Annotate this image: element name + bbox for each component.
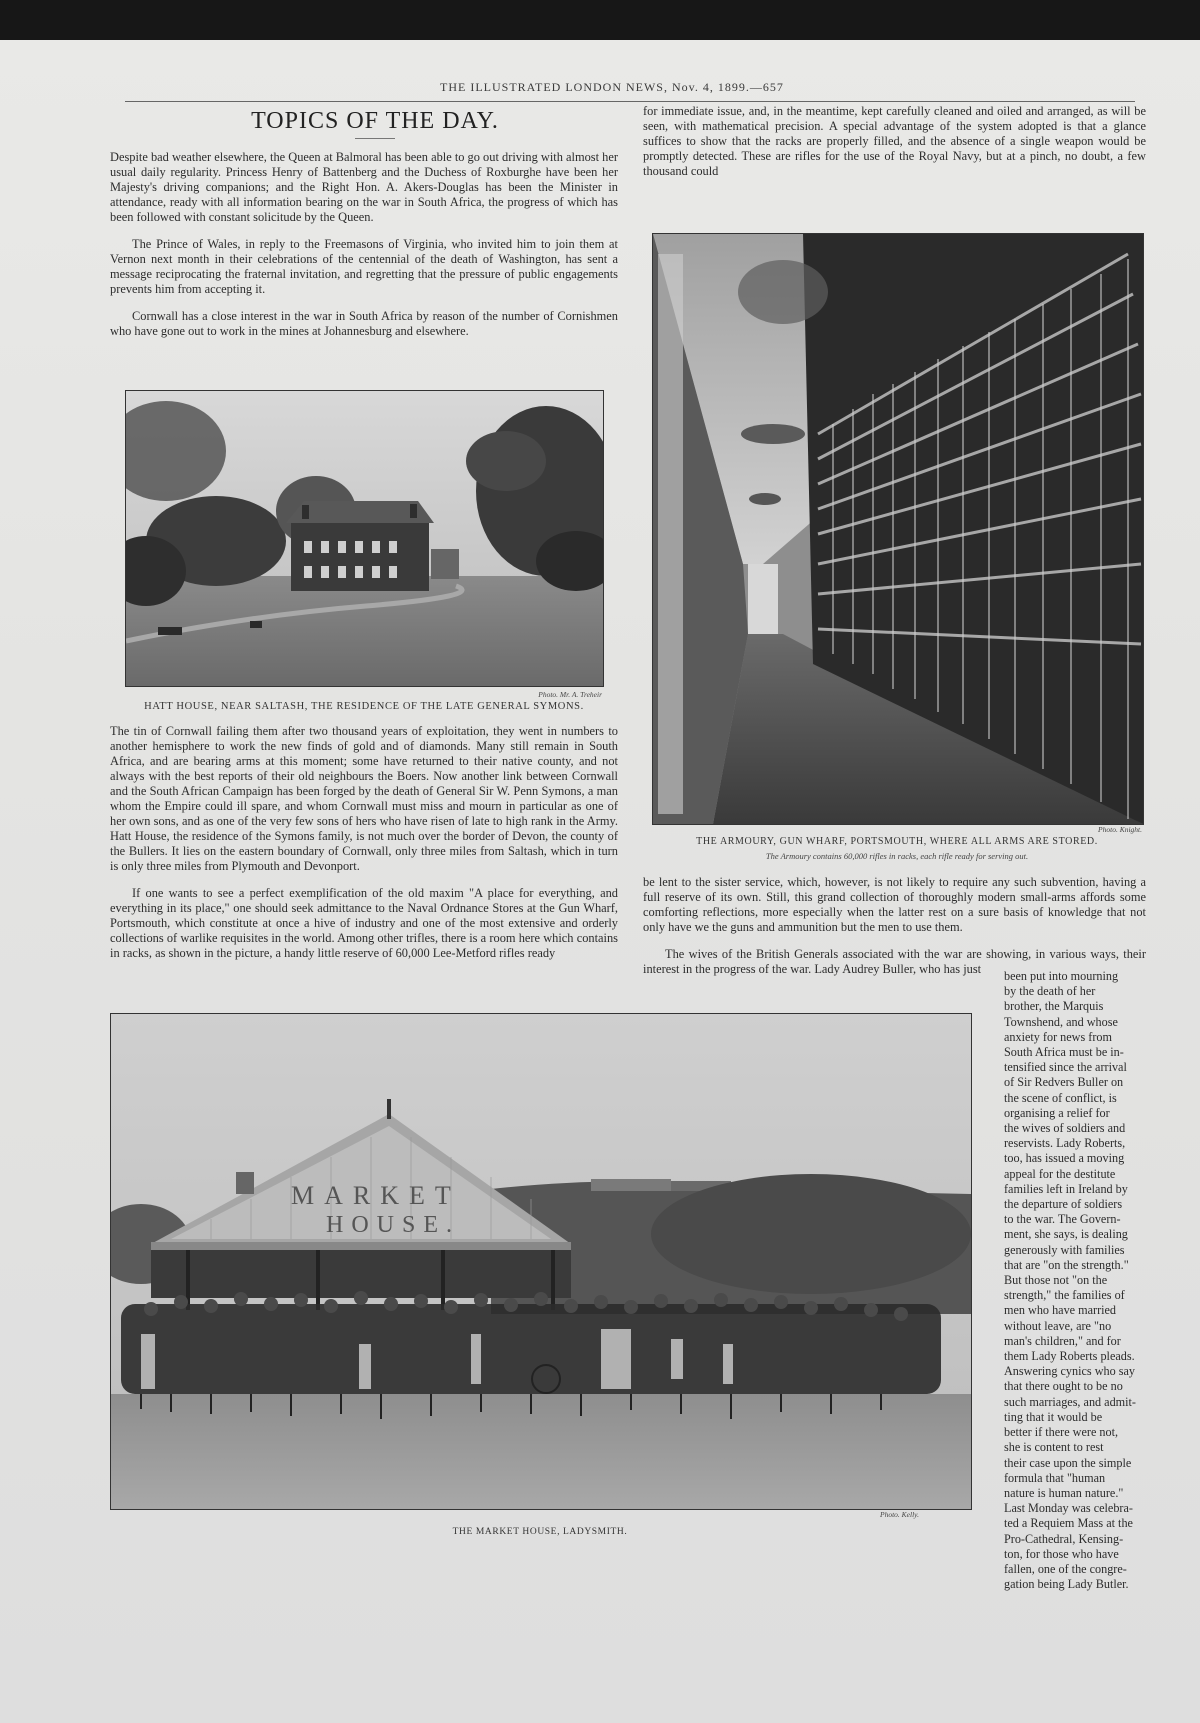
paragraph-immediate-issue: for immediate issue, and, in the meantime, kept carefully cleaned and oiled and arranged, as will be seen, with mathematical precision. A special advantage of the system adopted is that a glance suffices to show that the racks are properly filled, and the absence of a single weapon would be promptly detected. These are rifles for the use of the Royal Navy, but at a pinch, no doubt, a few thousand could bbox=[643, 104, 1146, 178]
paragraph-sister-service: be lent to the sister service, which, however, is not likely to require any such subvention, having a full reserve of its own. Still, this grand collection of thoroughly modern small-arms affords some comforting reflections, more especially when the latter rest on a sure basis of knowledge that not only have we the guns and ammunition but the men to use them. bbox=[643, 875, 1146, 934]
narrow-line: by the death of her bbox=[1004, 984, 1096, 999]
narrow-line: that are "on the strength." bbox=[1004, 1257, 1129, 1272]
armoury-credit: Photo. Knight. bbox=[1098, 825, 1142, 834]
narrow-line: gation being Lady Butler. bbox=[1004, 1577, 1129, 1592]
narrow-line: tensified since the arrival bbox=[1004, 1060, 1127, 1075]
narrow-line: the departure of soldiers bbox=[1004, 1197, 1123, 1212]
narrow-line: to the war. The Govern- bbox=[1004, 1212, 1121, 1227]
hatt-house-credit: Photo. Mr. A. Treheir bbox=[538, 690, 602, 699]
paragraph-queen: Despite bad weather elsewhere, the Queen at Balmoral has been able to go out driving with almost her usual daily regularity. Princess Henry of Battenberg and the Duchess of Roxburghe have been her Majesty's driving companions; and the Right Hon. A. Akers-Douglas has been the Minister in attendance, ready with all information bearing on the war in South Africa, the progress of which has been followed with constant solicitude by the Queen. bbox=[110, 150, 618, 224]
paragraph-tin-of-cornwall: The tin of Cornwall failing them after two thousand years of exploitation, they went in numbers to another hemisphere to work the new finds of gold and of diamonds. Many still remain in South Africa, and are bearing arms at this moment; some have returned to their native county, and not always with the best reports of their old neighbours the Boers. Now another link between Cornwall and the South African Campaign has been forged by the death of General Sir W. Penn Symons, a man whom the Empire could ill spare, and whom Cornwall must miss and mourn in particular as one of her own sons, and as one of the very few sons of hers who have risen of late to high rank in the Army. Hatt House, the residence of the Symons family, is not much over the border of Devon, the county of the Bullers. It lies on the eastern boundary of Cornwall, only three miles from Saltash, which in turn is only three miles from Plymouth and Devonport. bbox=[110, 724, 618, 873]
narrow-line: men who have married bbox=[1004, 1303, 1117, 1318]
narrow-line: Answering cynics who say bbox=[1004, 1364, 1135, 1379]
narrow-line: Pro-Cathedral, Kensing- bbox=[1004, 1531, 1124, 1546]
hatt-house-caption: HATT HOUSE, NEAR SALTASH, THE RESIDENCE OF THE LATE GENERAL SYMONS. bbox=[144, 701, 584, 712]
narrow-line: she is content to rest bbox=[1004, 1440, 1104, 1455]
market-house-caption: THE MARKET HOUSE, LADYSMITH. bbox=[452, 1527, 628, 1537]
narrow-text-column bbox=[1004, 969, 1154, 1592]
market-house-credit: Photo. Kelly. bbox=[880, 1510, 919, 1519]
market-house-image bbox=[111, 1014, 971, 1509]
narrow-line: without leave, are "no bbox=[1004, 1318, 1112, 1333]
narrow-line: fallen, one of the congre- bbox=[1004, 1561, 1127, 1576]
narrow-line: them Lady Roberts pleads. bbox=[1004, 1349, 1135, 1364]
hatt-house-image bbox=[126, 391, 603, 686]
paragraph-prince-of-wales: The Prince of Wales, in reply to the Freemasons of Virginia, who invited him to join them at Vernon next month in their celebrations of the centennial of the death of Washington, has sent a message reciprocating the fraternal invitation, and regretting that the pressure of public engagements prevents him from accepting it. bbox=[110, 237, 618, 296]
narrow-line: nature is human nature." bbox=[1004, 1485, 1124, 1500]
narrow-line: Last Monday was celebra- bbox=[1004, 1501, 1133, 1516]
armoury-image bbox=[653, 234, 1143, 824]
header-rule bbox=[125, 101, 1135, 102]
narrow-line: strength," the families of bbox=[1004, 1288, 1125, 1303]
page-header: THE ILLUSTRATED LONDON NEWS, Nov. 4, 1899.—657 bbox=[440, 80, 784, 94]
narrow-line: the wives of soldiers and bbox=[1004, 1121, 1126, 1136]
narrow-line: But those not "on the bbox=[1004, 1273, 1108, 1288]
narrow-line: the scene of conflict, is bbox=[1004, 1090, 1117, 1105]
section-title: TOPICS OF THE DAY. bbox=[251, 108, 499, 134]
narrow-line: their case upon the simple bbox=[1004, 1455, 1132, 1470]
left-column-bottom bbox=[110, 724, 618, 973]
newspaper-page bbox=[0, 40, 1200, 1723]
narrow-line: generously with families bbox=[1004, 1242, 1125, 1257]
narrow-line: formula that "human bbox=[1004, 1470, 1106, 1485]
narrow-line: appeal for the destitute bbox=[1004, 1166, 1116, 1181]
narrow-line: that there ought to be no bbox=[1004, 1379, 1123, 1394]
left-column-top bbox=[110, 150, 618, 351]
narrow-line: reservists. Lady Roberts, bbox=[1004, 1136, 1126, 1151]
paragraph-gun-wharf: If one wants to see a perfect exemplification of the old maxim "A place for everything, and everything in its place," one should seek admittance to the Naval Ordnance Stores at the Gun Wharf, Portsmouth, which constitute at once a hive of industry and one of the most extensive and orderly collections of warlike requisites in the world. Among other trifles, there is a room here which contains in racks, as shown in the picture, a handy little reserve of 60,000 Lee-Metford rifles ready bbox=[110, 886, 618, 960]
armoury-photo bbox=[652, 233, 1144, 825]
narrow-line: ment, she says, is dealing bbox=[1004, 1227, 1128, 1242]
narrow-line: ton, for those who have bbox=[1004, 1546, 1119, 1561]
narrow-line: man's children," and for bbox=[1004, 1333, 1121, 1348]
narrow-line: ting that it would be bbox=[1004, 1409, 1103, 1424]
narrow-line: been put into mourning bbox=[1004, 969, 1119, 983]
right-column-top bbox=[643, 104, 1146, 191]
paragraph-cornwall: Cornwall has a close interest in the war in South Africa by reason of the number of Cornishmen who have gone out to work in the mines at Johannesburg and elsewhere. bbox=[110, 309, 618, 338]
market-house-photo bbox=[110, 1013, 972, 1510]
narrow-line: ted a Requiem Mass at the bbox=[1004, 1516, 1133, 1531]
narrow-line: better if there were not, bbox=[1004, 1425, 1119, 1440]
hatt-house-photo bbox=[125, 390, 604, 687]
narrow-line: of Sir Redvers Buller on bbox=[1004, 1075, 1124, 1090]
narrow-line: families left in Ireland by bbox=[1004, 1181, 1128, 1196]
narrow-line: such marriages, and admit- bbox=[1004, 1394, 1136, 1409]
armoury-subcaption: The Armoury contains 60,000 rifles in racks, each rifle ready for serving out. bbox=[765, 851, 1029, 861]
title-ornament bbox=[355, 138, 395, 139]
narrow-line: South Africa must be in- bbox=[1004, 1045, 1124, 1060]
narrow-line: organising a relief for bbox=[1004, 1105, 1110, 1120]
narrow-line: anxiety for news from bbox=[1004, 1029, 1112, 1044]
paragraph-generals-wives: The wives of the British Generals associated with the war are showing, in various ways, their interest in the progress of the war. Lady Audrey Buller, who has just bbox=[643, 947, 1146, 976]
narrow-line: brother, the Marquis bbox=[1004, 999, 1104, 1014]
sign-house: HOUSE. bbox=[326, 1212, 461, 1238]
narrow-line: too, has issued a moving bbox=[1004, 1151, 1125, 1166]
sign-market: MARKET bbox=[291, 1181, 461, 1210]
narrow-line: Townshend, and whose bbox=[1004, 1014, 1118, 1029]
armoury-caption: THE ARMOURY, GUN WHARF, PORTSMOUTH, WHERE ALL ARMS ARE STORED. bbox=[696, 836, 1098, 847]
